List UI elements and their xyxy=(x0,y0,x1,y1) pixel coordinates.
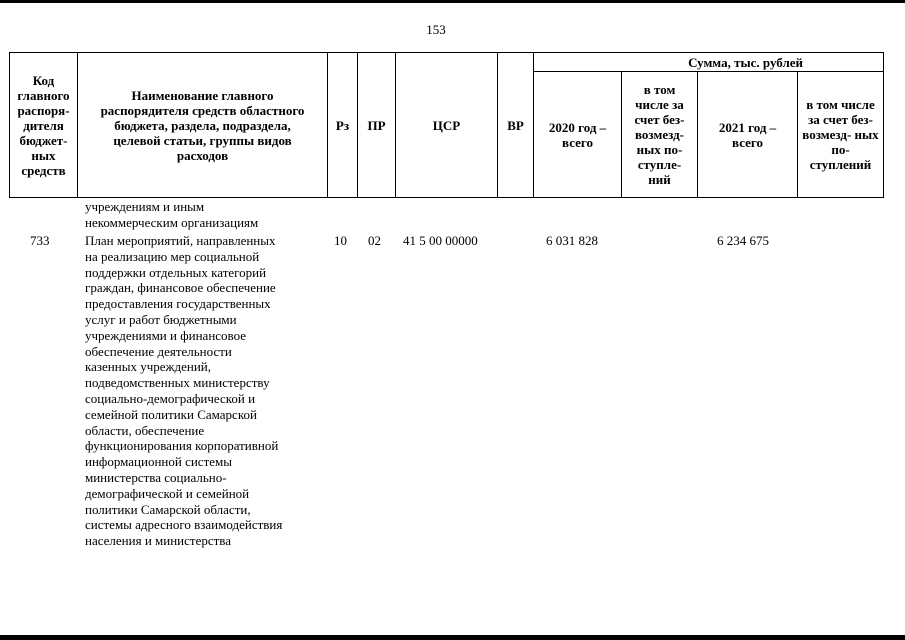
row-kod: 733 xyxy=(30,233,50,248)
header-name: Наименование главного распорядителя средств областного бюджета, раздела, подраздела, целевой статьи, группы видов расходов xyxy=(100,87,305,163)
header-summa: Сумма, тыс. рублей xyxy=(688,54,803,70)
header-2020-free: в том числе за счет без- возмезд- ных по- ступле- ний xyxy=(634,82,685,187)
row-pr: 02 xyxy=(368,233,381,248)
header-vr: ВР xyxy=(507,117,524,133)
header-csr: ЦСР xyxy=(432,117,461,133)
header-bottom-line xyxy=(9,197,883,198)
header-2020-total: 2020 год – всего xyxy=(548,119,607,150)
bottom-border xyxy=(0,635,905,640)
row-csr: 41 5 00 00000 xyxy=(403,233,478,248)
header-2021-total: 2021 год – всего xyxy=(718,119,777,150)
row-2021-total: 6 234 675 xyxy=(717,233,769,248)
row-name: План мероприятий, направленных на реализацию мер социальной поддержки отдельных категорий граждан, финансовое обеспечение предоставления государственных услуг и работ бюджетными учреждениями и финансовое обеспечение деятельности казенных учреждений, подведомственных министерству социально-демографической и семейной политики Самарской области, обеспечение функционирования корпоративной информационной системы министерства социально- демографической и семейной политики Самарской области, системы адресного взаимодействия населения и министерства xyxy=(85,233,283,549)
page-number: 153 xyxy=(426,22,446,37)
header-2021-free: в том числе за счет без- возмезд- ных по- ступлений xyxy=(802,97,879,172)
header-pr: ПР xyxy=(367,117,386,133)
row-2020-total: 6 031 828 xyxy=(546,233,598,248)
row-rz: 10 xyxy=(334,233,347,248)
header-kod: Код главного распоря- дителя бюджет- ных средств xyxy=(17,72,70,178)
col-line-10 xyxy=(883,52,884,198)
top-border xyxy=(0,0,905,3)
header-rz: Рз xyxy=(335,117,350,133)
continuation-text: учреждениям и иным некоммерческим организациям xyxy=(85,199,259,230)
